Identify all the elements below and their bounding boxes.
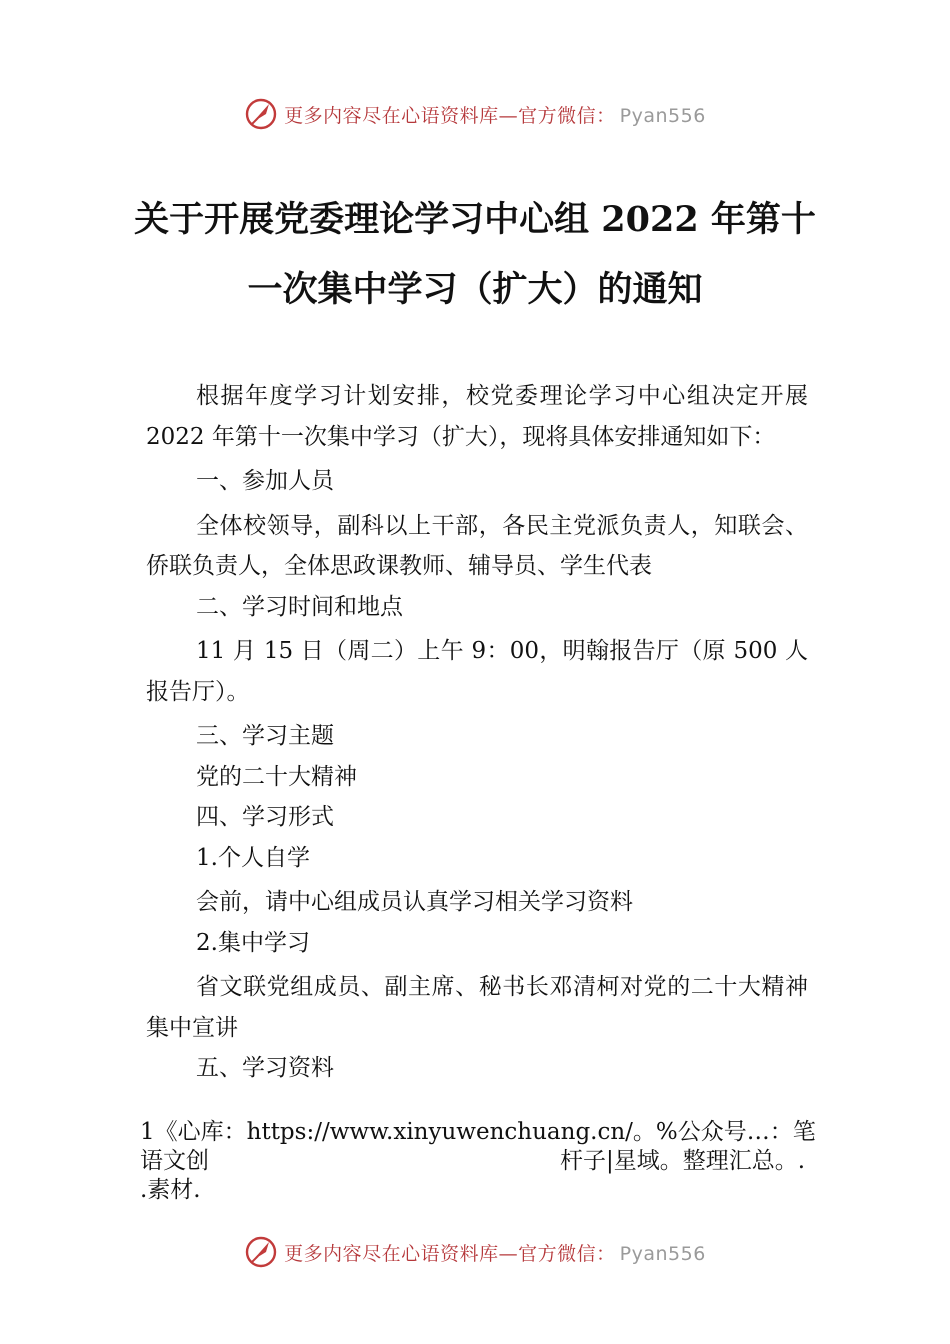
source-note [140, 1118, 845, 1205]
format-item-self-study: 1.个人自学 [196, 844, 310, 871]
banner-text: 更多内容尽在心语资料库—官方微信： Pyan556 [284, 104, 706, 127]
source-note-line-2 [140, 1147, 845, 1176]
section-heading-time-place: 二、学习时间和地点 [196, 593, 403, 620]
banner-account: Pyan556 [619, 1242, 706, 1265]
document-title-line-1: 关于开展党委理论学习中心组 2022 年第十 [134, 199, 816, 240]
participants-text: 全体校领导，副科以上干部，各民主党派负责人，知联会、侨联负责人，全体思政课教师、辅导员、学生代表 [146, 512, 808, 579]
source-note-line-2-right: 杆子|星域。整理汇总。. [560, 1148, 806, 1174]
section-heading-participants: 一、参加人员 [196, 468, 334, 494]
self-study-text: 会前，请中心组成员认真学习相关学习资料 [196, 889, 633, 915]
quill-logo-icon [244, 1235, 278, 1269]
quill-logo-icon [244, 97, 278, 131]
header-watermark-banner [0, 94, 950, 134]
footer-watermark-banner [0, 1232, 950, 1272]
banner-account: Pyan556 [619, 104, 706, 127]
intro-paragraph: 根据年度学习计划安排，校党委理论学习中心组决定开展 2022 年第十一次集中学习（扩大），现将具体安排通知如下： [146, 383, 808, 450]
time-place-text: 11 月 15 日（周二）上午 9：00，明翰报告厅（原 500 人报告厅）。 [146, 638, 808, 705]
theme-text: 党的二十大精神 [196, 763, 357, 790]
format-item-group-study: 2.集中学习 [196, 929, 310, 956]
document-body [146, 376, 808, 1089]
group-study-text: 省文联党组成员、副主席、秘书长邓清柯对党的二十大精神集中宣讲 [146, 974, 808, 1041]
section-heading-materials: 五、学习资料 [196, 1055, 334, 1081]
source-note-line-2-left: 语文创 [140, 1148, 209, 1174]
source-note-line-1: 1《心库：https://www.xinyuwenchuang.cn/。%公众号…：笔 [140, 1119, 816, 1145]
document-title-line-2: 一次集中学习（扩大）的通知 [247, 269, 703, 310]
banner-text: 更多内容尽在心语资料库—官方微信： Pyan556 [284, 1242, 706, 1265]
source-note-line-3: .素材. [140, 1177, 201, 1203]
section-heading-format: 四、学习形式 [196, 804, 334, 830]
section-heading-theme: 三、学习主题 [196, 723, 334, 749]
